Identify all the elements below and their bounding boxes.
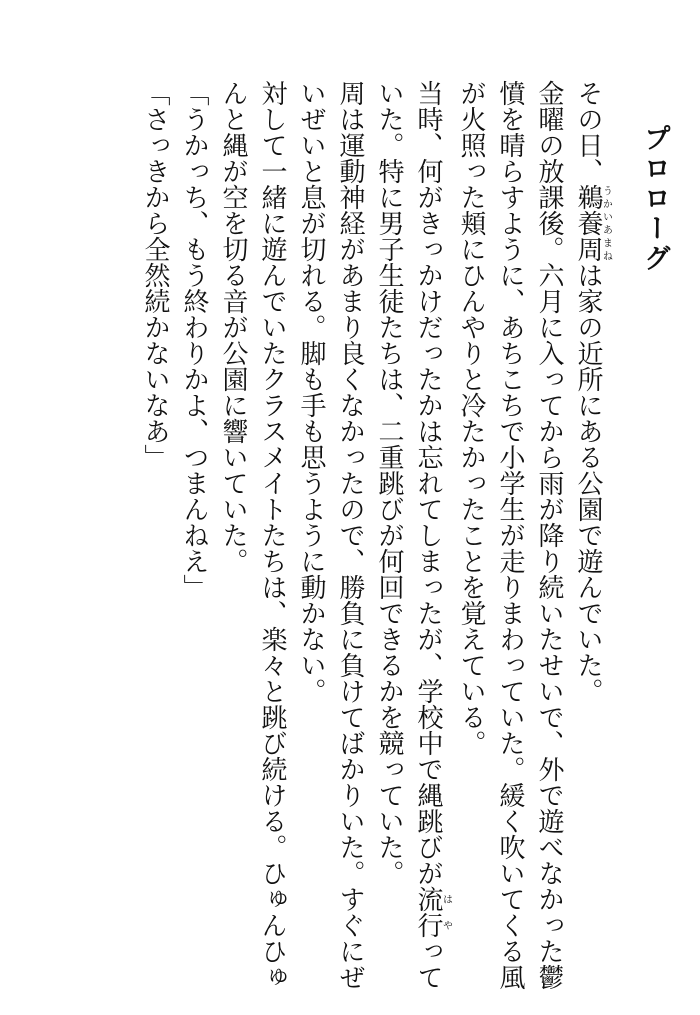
paragraph-4: 周は運動神経があまり良くなかったので、勝負に負けてばかりいた。すぐにぜいぜいと息が切れる。脚も手も思うように動かない。 [296, 80, 365, 990]
ryuukou-base: 流行 [413, 886, 443, 938]
paragraph-3 [369, 80, 451, 1000]
paragraph-3-start: 当時、何がきっかけだったかは忘れてしまったが、学校中で縄跳びが [413, 80, 443, 886]
paragraph-5: 対して一緒に遊んでいたクラスメイトたちは、楽々と跳び続ける。ひゅんひゅんと縄が空を切る音が公園に響いていた。 [218, 80, 287, 990]
chapter-title: プロローグ [639, 124, 670, 274]
dialogue-line-1: 「うかっち、もう終わりかよ、つまんねえ」 [179, 80, 209, 600]
character-name-reading: うかいあまね [600, 184, 612, 262]
paragraph-1 [568, 80, 611, 1000]
ryuukou-reading: はや [440, 886, 452, 938]
ryuukou-ruby [413, 886, 452, 938]
paragraph-1-start: その日、 [573, 80, 603, 184]
vertical-text-body [135, 80, 674, 1000]
character-name-ruby [573, 184, 612, 262]
character-name: 鵜養周 [573, 184, 603, 262]
paragraph-2: 金曜の放課後。六月に入ってから雨が降り続いたせいで、外で遊べなかった鬱憤を晴らすように、あちこちで小学生が走りまわっていた。緩く吹いてくる風が火照った頬にひんやりと冷たかったことを覚えている。 [456, 80, 564, 990]
paragraph-1-end: は家の近所にある公園で遊んでいた。 [573, 262, 603, 704]
paragraph-3-end: っていた。特に男子生徒たちは、二重跳びが何回できるかを競っていた。 [374, 80, 443, 990]
dialogue-line-2: 「さっきから全然続かないなあ」 [140, 80, 170, 470]
